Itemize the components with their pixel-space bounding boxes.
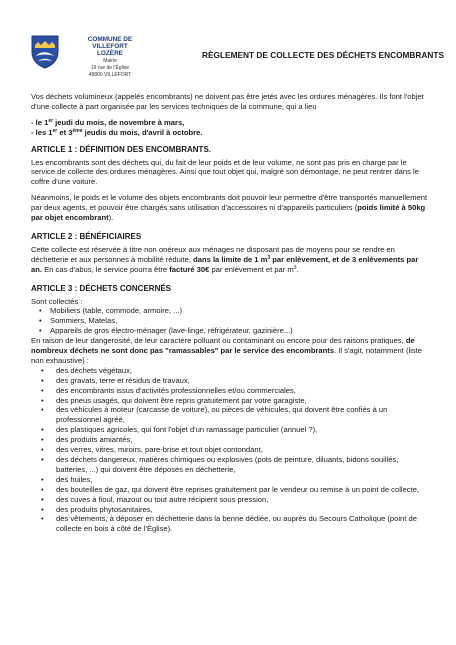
- date1-sup: er: [48, 117, 54, 124]
- list-item: • des cuves à fioul, mazout ou tout autre récipient sous pression,: [31, 495, 429, 505]
- date1-text: jeudi du mois, de novembre à mars,: [53, 117, 185, 127]
- collected-label: Sont collectés :: [31, 296, 83, 306]
- document-title: RÈGLEMENT DE COLLECTE DES DÉCHETS ENCOMBRANTS: [202, 50, 445, 60]
- excluded-intro-end: . Il s'agit, notamment (liste non exhaustive) :: [31, 346, 423, 365]
- excluded-items-list: [31, 366, 429, 534]
- list-item: • des huiles,: [31, 475, 429, 485]
- article2-sup-1: 3: [267, 254, 271, 261]
- intro-text: Vos déchets volumineux (appelés encombrants) ne doivent pas être jetés avec les ordures ménagères. Ils font l'objet d'une collecte à part organisée par les services techniques de la commune, qui a lieu: [31, 92, 424, 111]
- article2-sup-2: 3: [293, 264, 297, 271]
- list-item: • des encombrants issus d'activités professionnelles et/ou commerciales,: [31, 386, 429, 396]
- list-item: • des produits phytosanitaires,: [31, 505, 429, 515]
- collected-items-list: [31, 306, 429, 336]
- list-item: • des vêtements, à déposer en déchetterie dans la benne dédiée, ou auprès du Secours Catholique (point de collecte en bois à côté de l'Église).: [31, 514, 429, 534]
- date1-prefix: - le 1: [31, 117, 49, 127]
- article1-paragraph-1: Les encombrants sont des déchets qui, du fait de leur poids et de leur volume, ne sont pas pris en charge par le service de collecte des ordures ménagères. Ainsi que tout objet qui, malgré son démontage, ne peut rentrer dans le coffre d'une voiture.: [31, 157, 419, 187]
- article2-bold-2: par enlèvement, et de 3 enlèvements par an.: [31, 254, 419, 274]
- article2-text-4: .: [296, 264, 299, 274]
- list-item: • Mobiliers (table, commode, armoire, ...): [31, 306, 429, 316]
- date2-sup2: ème: [72, 127, 83, 134]
- list-item: • des déchets végétaux,: [31, 366, 429, 376]
- article2-bold-1: dans la limite de 1 m: [193, 254, 268, 264]
- address-line-2: 19 rue de l'Église: [90, 65, 130, 71]
- date2-text: jeudis du mois, d'avril à octobre.: [82, 127, 203, 137]
- date2-sup1: er: [52, 127, 58, 134]
- list-item: • des verres, vitres, miroirs, pare-brise et tout objet contondant,: [31, 445, 429, 455]
- date2-mid: et 3: [57, 127, 73, 137]
- list-item: • des plastiques agricoles, qui font l'objet d'un ramassage particulier (annuel ?),: [31, 425, 429, 435]
- article1-p2-text: Néanmoins, le poids et le volume des objets encombrants doit pouvoir leur permettre d'être transportés manuellement par deux agents, et pouvoir être chargés sans utilisation d'accessoires ni d'appareils particuliers (: [31, 193, 428, 213]
- list-item: • des produits amiantés,: [31, 435, 429, 445]
- article2-text-3: par enlèvement et par m: [209, 264, 294, 274]
- list-item: • des bouteilles de gaz, qui doivent être reprises gratuitement par le vendeur ou remise à un point de collecte,: [31, 485, 429, 495]
- coat-of-arms-icon: [30, 34, 60, 70]
- article1-p2-end: ).: [108, 213, 114, 223]
- excluded-intro: [31, 336, 429, 366]
- list-item: • des gravats, terre et résidus de travaux,: [31, 376, 429, 386]
- date-line-summer: [31, 128, 429, 138]
- list-item: • Sommiers, Matelas,: [31, 316, 429, 326]
- commune-department: LOZÈRE: [97, 50, 123, 57]
- date-line-winter: [31, 118, 429, 128]
- document-body: [31, 92, 429, 534]
- article3-heading: ARTICLE 3 : DÉCHETS CONCERNÉS: [31, 283, 172, 293]
- article1-heading: ARTICLE 1 : DÉFINITION DES ENCOMBRANTS.: [31, 144, 212, 154]
- article1-paragraph-2: [31, 193, 429, 223]
- article1-weight-limit: poids limité à 50kg par objet encombrant: [31, 203, 426, 223]
- excluded-intro-text: En raison de leur dangerosité, de leur caractère polluant ou contaminant ou encore pour des raisons pratiques,: [31, 336, 406, 346]
- article2-fee: facturé 30€: [169, 264, 210, 274]
- letterhead: [30, 30, 445, 80]
- list-item: • des véhicules à moteur (carcasse de voiture), ou pièces de véhicules, qui doivent être confiés à un professionnel agréé,: [31, 405, 429, 425]
- list-item: • des déchets dangereux, matières chimiques ou explosives (pots de peinture, diluants, bidons souillés, batteries, ...) qui doivent être déposés en déchetterie,: [31, 455, 429, 475]
- article2-text-2: En cas d'abus, le service pourra être: [41, 264, 170, 274]
- list-item: • des pneus usagés, qui doivent être repris gratuitement par votre garagiste,: [31, 396, 429, 406]
- collection-dates: [31, 118, 429, 138]
- address-line-1: Mairie: [103, 58, 117, 64]
- commune-name: COMMUNE DE VILLEFORT: [87, 36, 133, 50]
- commune-block: [70, 36, 150, 78]
- intro-paragraph: [31, 92, 429, 112]
- excluded-intro-bold: de nombreux déchets ne sont donc pas "ramassables" par le service des encombrants: [31, 336, 415, 356]
- address-line-3: 48800 VILLEFORT: [88, 72, 132, 78]
- date2-prefix: - les 1: [31, 127, 53, 137]
- list-item: • Appareils de gros électro-ménager (lave-linge, réfrigérateur, gazinière...): [31, 326, 429, 336]
- article2-paragraph: [31, 245, 429, 275]
- article2-heading: ARTICLE 2 : BÉNÉFICIAIRES: [31, 231, 142, 241]
- article2-text-1: Cette collecte est réservée à titre non onéreux aux ménages ne disposant pas de moyens pour se rendre en déchetterie et aux personnes à mobilité réduite,: [31, 244, 395, 264]
